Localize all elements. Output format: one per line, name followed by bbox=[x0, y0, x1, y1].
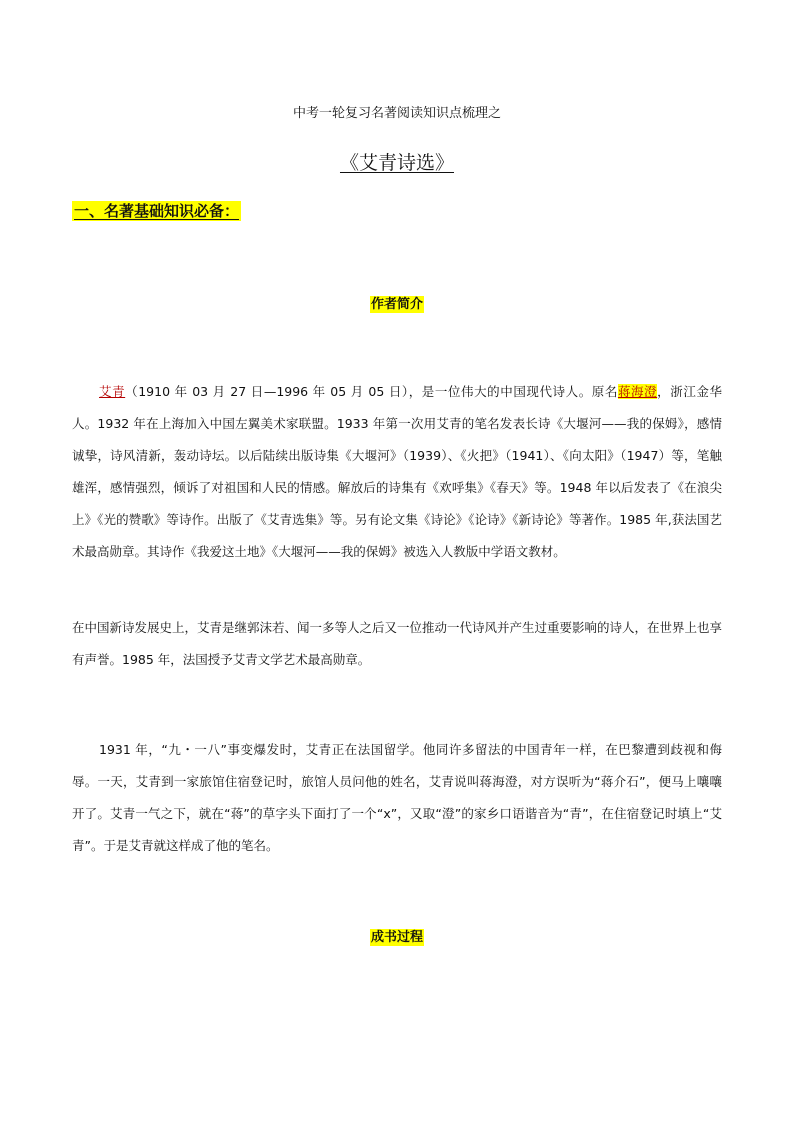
book-process-heading bbox=[0, 926, 794, 945]
author-paragraph-1-part-b: ，浙江金华人。1932 年在上海加入中国左翼美术家联盟。1933 年第一次用艾青的笔名发表长诗《大堰河——我的保姆》，感情诚挚，诗风清新，轰动诗坛。以后陆续出版诗集《大堰河》（1939）、《火把》（1941）、《向太阳》（1947）等，笔触雄浑，感情强烈，倾诉了对祖国和人民的情感。解放后的诗集有《欢呼集》《春天》等。1948 年以后发表了《在浪尖上》《光的赞歌》等诗作。出版了《艾青选集》等。另有论文集《诗论》《论诗》《新诗论》等著作。1985 年,获法国艺术最高勋章。其诗作《我爱这土地》《大堰河——我的保姆》被选入人教版中学语文教材。 bbox=[72, 384, 722, 559]
book-process-heading-text: 成书过程 bbox=[370, 930, 423, 945]
page-title-text: 《艾青诗选》 bbox=[339, 152, 454, 174]
author-paragraph-3: 1931 年，“九・一八”事变爆发时，艾青正在法国留学。他同许多留法的中国青年一样，在巴黎遭到歧视和侮辱。一天，艾青到一家旅馆住宿登记时，旅馆人员问他的姓名，艾青说叫蒋海澄，对方误听为“蒋介石”，便马上嚷嚷开了。艾青一气之下，就在“蒋”的草字头下面打了一个“x”，又取“澄”的家乡口语谐音为“青”，在住宿登记时填上“艾青”。于是艾青就这样成了他的笔名。 bbox=[72, 742, 722, 853]
author-paragraph-1 bbox=[72, 376, 722, 568]
author-intro-heading bbox=[0, 293, 794, 312]
author-intro-heading-text: 作者简介 bbox=[370, 297, 423, 312]
pre-title-text: 中考一轮复习名著阅读知识点梳理之 bbox=[292, 106, 501, 121]
page-title bbox=[0, 148, 794, 175]
author-paragraph-2: 在中国新诗发展史上，艾青是继郭沫若、闻一多等人之后又一位推动一代诗风并产生过重要影响的诗人，在世界上也享有声誉。1985 年，法国授予艾青文学艺术最高勋章。 bbox=[72, 620, 723, 667]
author-name: 艾青 bbox=[99, 384, 126, 399]
author-original-name: 蒋海澄 bbox=[617, 384, 658, 399]
pre-title bbox=[0, 102, 794, 121]
section-heading-text: 一、名著基础知识必备： bbox=[74, 202, 240, 220]
section-heading bbox=[72, 200, 241, 221]
author-paragraph-1-part-a: （1910 年 03 月 27 日—1996 年 05 月 05 日），是一位伟大的中国现代诗人。原名 bbox=[125, 384, 618, 399]
